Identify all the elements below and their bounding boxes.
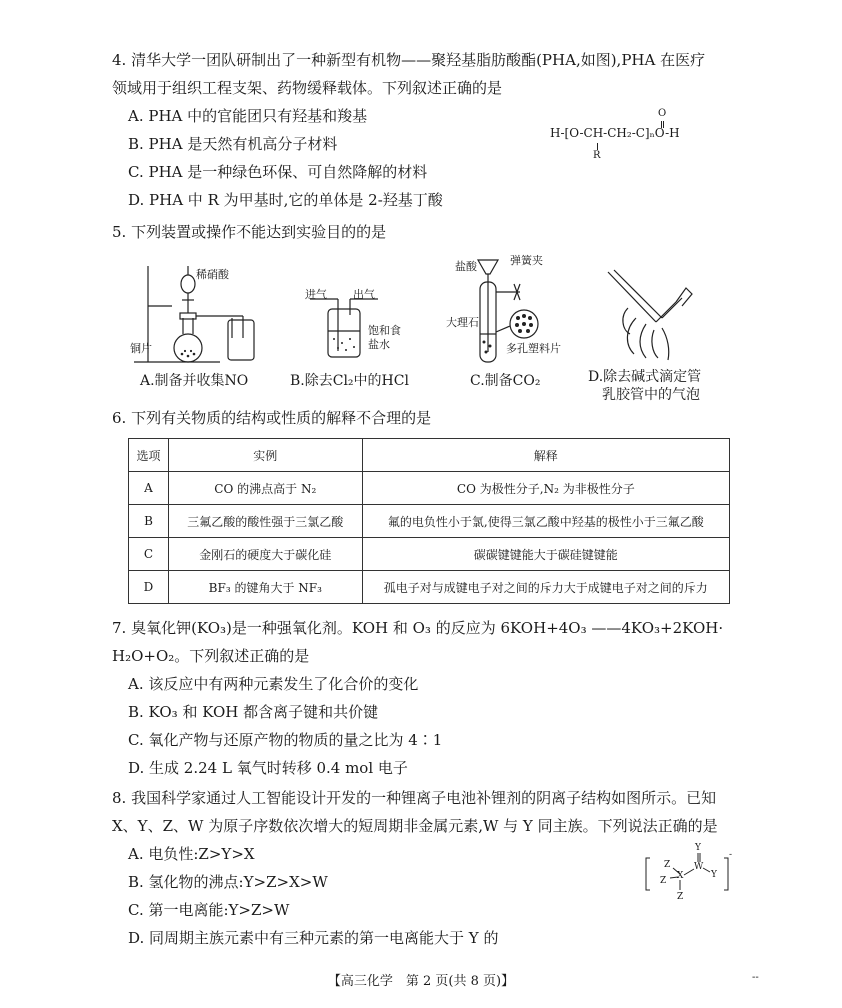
label-chuqi: 出气 — [353, 288, 375, 301]
q7-option-d: D. 生成 2.24 L 氧气时转移 0.4 mol 电子 — [128, 759, 408, 777]
footer-mark: -- — [752, 972, 759, 983]
apparatus-d-diagram — [598, 268, 708, 366]
anion-z3: Z — [677, 892, 684, 902]
caption-d-line2: 乳胶管中的气泡 — [602, 387, 700, 403]
anion-y1: Y — [695, 843, 701, 853]
page-footer: 【高三化学 第 2 页(共 8 页)】 — [327, 974, 515, 989]
q7-option-a: A. 该反应中有两种元素发生了化合价的变化 — [128, 675, 419, 693]
pha-structure — [550, 108, 720, 164]
label-xixiaosuan: 稀硝酸 — [196, 268, 229, 281]
q7-stem-line2: H₂O+O₂。下列叙述正确的是 — [112, 647, 310, 665]
caption-a: A.制备并收集NO — [140, 373, 249, 389]
q5-stem: 5. 下列装置或操作不能达到实验目的的是 — [112, 223, 387, 241]
table-cell-example: 金刚石的硬度大于碳化硅 — [168, 538, 362, 571]
q7-stem-line1: 7. 臭氧化钾(KO₃)是一种强氧化剂。KOH 和 O₃ 的反应为 6KOH+4O₃ ——4KO₃+2KOH· — [112, 619, 724, 637]
table-cell-example: CO 的沸点高于 N₂ — [168, 472, 362, 505]
q8-stem-line1: 8. 我国科学家通过人工智能设计开发的一种锂离子电池补锂剂的阴离子结构如图所示。已知 — [112, 789, 717, 807]
label-baohe: 饱和食 — [368, 324, 401, 337]
q4-stem-line2: 领域用于组织工程支架、药物缓释载体。下列叙述正确的是 — [112, 79, 503, 97]
pha-structure-r: R — [593, 150, 601, 161]
table-cell-option: C — [129, 538, 169, 571]
table-header-example: 实例 — [168, 439, 362, 472]
anion-bonds — [640, 840, 735, 908]
table-cell-explanation: 碳碳键键能大于碳硅键键能 — [362, 538, 729, 571]
anion-z2: Z — [660, 876, 667, 886]
pha-structure-oxygen: O — [658, 108, 667, 119]
label-duokong: 多孔塑料片 — [506, 342, 561, 355]
anion-y2: Y — [711, 870, 717, 880]
table-row — [129, 472, 730, 505]
label-tongpian: 铜片 — [130, 342, 152, 355]
q8-option-c: C. 第一电离能:Y>Z>W — [128, 901, 290, 919]
table-cell-example: BF₃ 的键角大于 NF₃ — [168, 571, 362, 604]
anion-structure — [640, 840, 735, 908]
caption-c: C.制备CO₂ — [470, 373, 541, 389]
q4-option-b: B. PHA 是天然有机高分子材料 — [128, 135, 338, 153]
table-cell-explanation: 氟的电负性小于氯,使得三氯乙酸中羟基的极性小于三氟乙酸 — [362, 505, 729, 538]
table-header-row — [129, 439, 730, 472]
table-row — [129, 571, 730, 604]
q6-stem: 6. 下列有关物质的结构或性质的解释不合理的是 — [112, 409, 432, 427]
label-yansuan: 盐酸 — [455, 260, 477, 273]
q4-option-d: D. PHA 中 R 为甲基时,它的单体是 2-羟基丁酸 — [128, 191, 443, 209]
table-cell-explanation: 孤电子对与成键电子对之间的斥力大于成键电子对之间的斥力 — [362, 571, 729, 604]
label-tanhuangjia: 弹簧夹 — [510, 254, 543, 267]
q8-option-a: A. 电负性:Z>Y>X — [128, 845, 255, 863]
caption-d-line1: D.除去碱式滴定管 — [588, 369, 702, 385]
pha-structure-main: H-[O-CH-CH₂-C]ₙO-H — [550, 126, 680, 140]
table-cell-option: B — [129, 505, 169, 538]
table-cell-option: A — [129, 472, 169, 505]
table-cell-example: 三氟乙酸的酸性强于三氯乙酸 — [168, 505, 362, 538]
q7-option-c: C. 氧化产物与还原产物的物质的量之比为 4∶1 — [128, 731, 443, 749]
table-row — [129, 538, 730, 571]
q4-option-a: A. PHA 中的官能团只有羟基和羧基 — [128, 107, 368, 125]
table-cell-option: D — [129, 571, 169, 604]
anion-w: W — [694, 862, 704, 872]
anion-z1: Z — [664, 860, 671, 870]
q6-table — [128, 438, 730, 604]
label-dalishi: 大理石 — [446, 316, 479, 329]
pha-r-bond — [597, 143, 598, 150]
anion-charge: - — [729, 850, 733, 860]
anion-x: X — [677, 871, 684, 881]
q8-stem-line2: X、Y、Z、W 为原子序数依次增大的短周期非金属元素,W 与 Y 同主族。下列说法正确的是 — [112, 817, 718, 835]
label-jinqi: 进气 — [305, 288, 327, 301]
table-header-explanation: 解释 — [362, 439, 729, 472]
caption-b: B.除去Cl₂中的HCl — [290, 373, 409, 389]
table-header-option: 选项 — [129, 439, 169, 472]
label-yanshui: 盐水 — [368, 338, 390, 351]
q4-option-c: C. PHA 是一种绿色环保、可自然降解的材料 — [128, 163, 428, 181]
table-cell-explanation: CO 为极性分子,N₂ 为非极性分子 — [362, 472, 729, 505]
q8-option-d: D. 同周期主族元素中有三种元素的第一电离能大于 Y 的 — [128, 929, 499, 947]
table-row — [129, 505, 730, 538]
q8-option-b: B. 氢化物的沸点:Y>Z>X>W — [128, 873, 328, 891]
q4-stem-line1: 4. 清华大学一团队研制出了一种新型有机物——聚羟基脂肪酸酯(PHA,如图),PHA 在医疗 — [112, 51, 706, 69]
q7-option-b: B. KO₃ 和 KOH 都含离子键和共价键 — [128, 703, 379, 721]
